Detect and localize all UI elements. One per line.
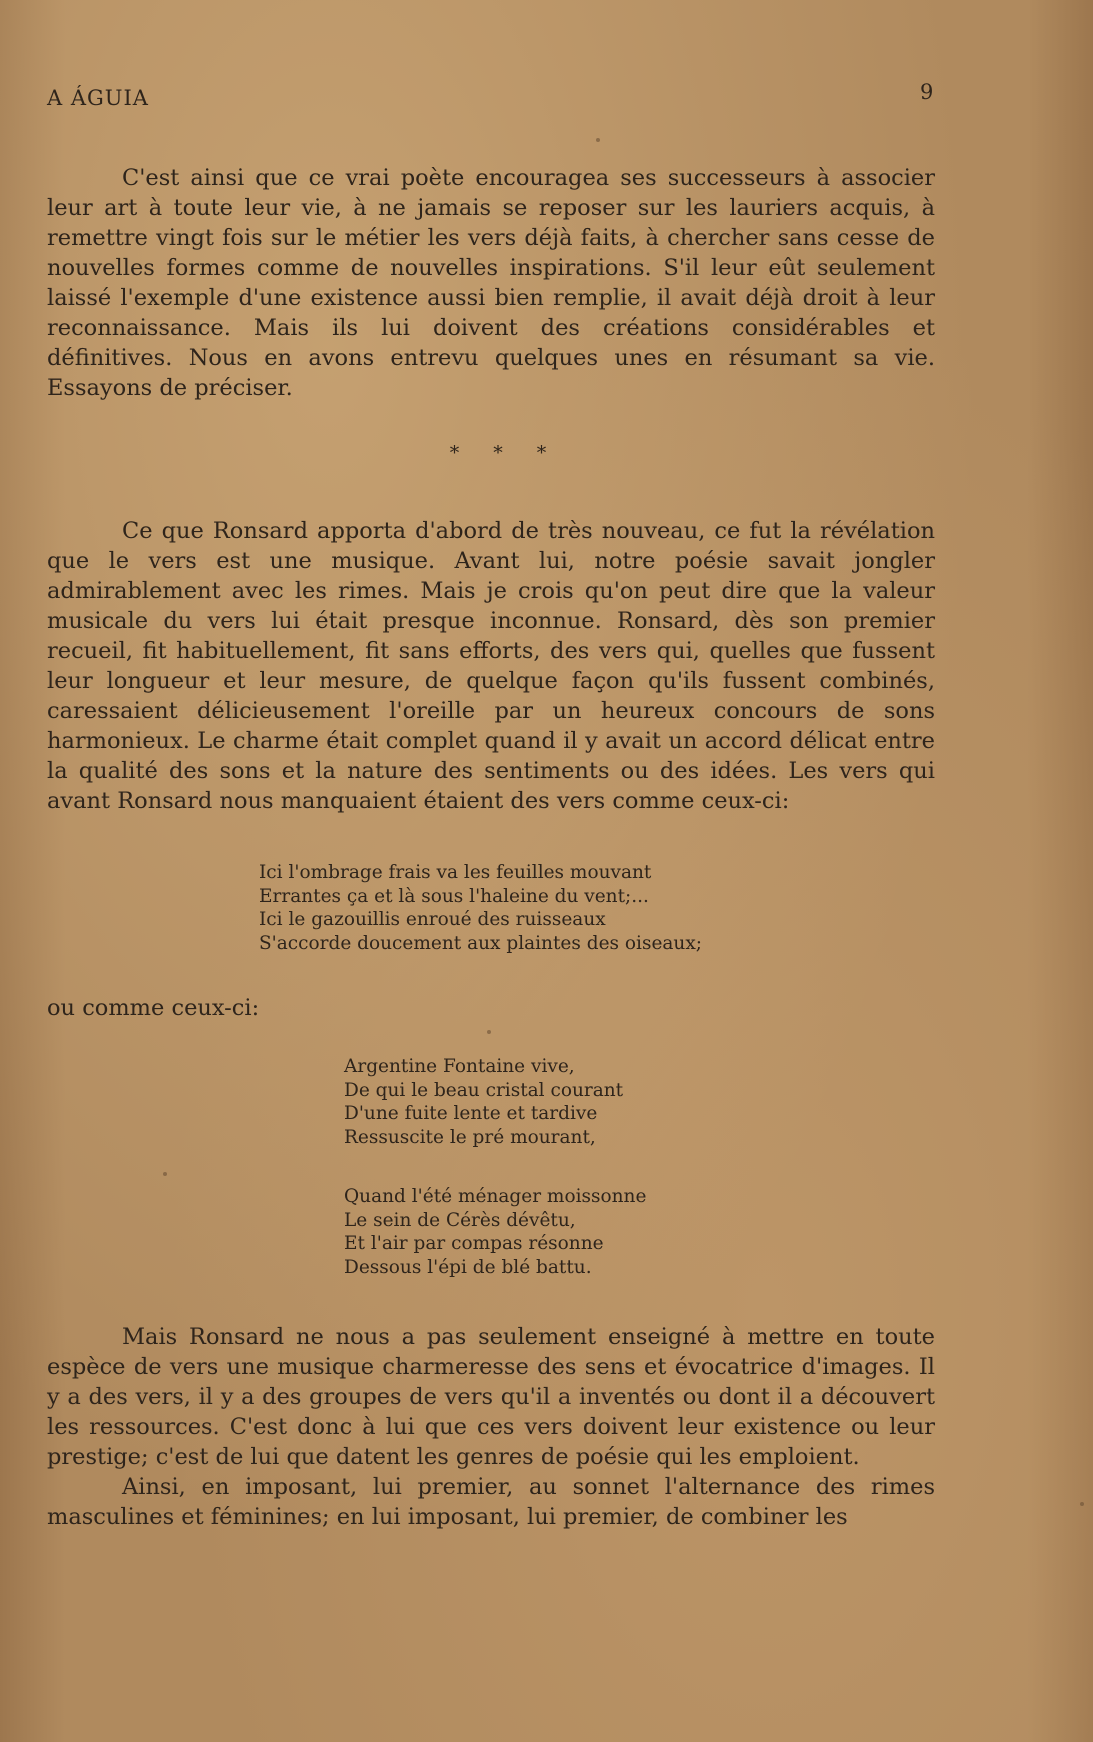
verse-line: Quand l'été ménager moissonne: [344, 1186, 647, 1207]
verse-line: S'accorde doucement aux plaintes des oiseaux;: [259, 932, 702, 954]
verse-line: Ici le gazouillis enroué des ruisseaux: [259, 909, 606, 930]
running-header-title: A ÁGUIA: [47, 86, 149, 110]
verse-quotation-1: [259, 861, 702, 955]
verse-line: Ressuscite le pré mourant,: [344, 1126, 596, 1148]
page-number: 9: [920, 80, 934, 104]
verse-line: Le sein de Cérès dévêtu,: [344, 1209, 576, 1231]
paragraph-4: Ainsi, en imposant, lui premier, au sonnet l'alternance des rimes masculines et féminines; en lui imposant, lui premier, de combiner les: [47, 1474, 935, 1530]
ink-spot: [487, 1030, 491, 1034]
verse-line: Dessous l'épi de blé battu.: [344, 1256, 592, 1278]
verse-line: Errantes ça et là sous l'haleine du vent;...: [259, 885, 649, 907]
verse-line: Et l'air par compas résonne: [344, 1233, 604, 1254]
body-section-3: [47, 1322, 935, 1532]
verse-line: Ici l'ombrage frais va les feuilles mouvant: [259, 862, 652, 883]
connector-text: ou comme ceux-ci:: [47, 995, 260, 1021]
ink-spot: [163, 1172, 167, 1176]
body-section-2: [47, 516, 935, 816]
verse-line: De qui le beau cristal courant: [344, 1079, 624, 1101]
paragraph-1: C'est ainsi que ce vrai poète encouragea ses successeurs à associer leur art à toute leur vie, à ne jamais se reposer sur les lauriers acquis, à remettre vingt fois sur le métier les vers déjà faits, à chercher sans cesse de nouvelles formes comme de nouvelles inspirations. S'il leur eût seulement laissé l'exemple d'une existence aussi bien remplie, il avait déjà droit à leur reconnaissance. Mais ils lui doivent des créations considérables et définitives. Nous en avons entrevu quelques unes en résumant sa vie. Essayons de préciser.: [47, 165, 935, 401]
ink-spot: [1080, 1502, 1084, 1506]
body-section-1: [47, 163, 935, 403]
ink-spot: [596, 138, 600, 142]
section-separator: * * *: [449, 442, 561, 464]
verse-quotation-3: [344, 1185, 646, 1279]
paragraph-2: Ce que Ronsard apporta d'abord de très nouveau, ce fut la révélation que le vers est une musique. Avant lui, notre poésie savait jongler admirablement avec les rimes. Mais je crois qu'on peut dire que la valeur musicale du vers lui était presque inconnue. Ronsard, dès son premier recueil, fit habituellement, fit sans efforts, des vers qui, quelles que fussent leur longueur et leur mesure, de quelque façon qu'ils fussent combinés, caressaient délicieusement l'oreille par un heureux concours de sons harmonieux. Le charme était complet quand il y avait un accord délicat entre la qualité des sons et la nature des sentiments ou des idées. Les vers qui avant Ronsard nous manquaient étaient des vers comme ceux-ci:: [47, 518, 935, 814]
verse-line: D'une fuite lente et tardive: [344, 1103, 598, 1124]
verse-quotation-2: [344, 1055, 623, 1149]
paragraph-3: Mais Ronsard ne nous a pas seulement enseigné à mettre en toute espèce de vers une musique charmeresse des sens et évocatrice d'images. Il y a des vers, il y a des groupes de vers qu'il a inventés ou dont il a découvert les ressources. C'est donc à lui que ces vers doivent leur existence ou leur prestige; c'est de lui que datent les genres de poésie qui les emploient.: [47, 1324, 935, 1470]
verse-line: Argentine Fontaine vive,: [344, 1056, 575, 1077]
